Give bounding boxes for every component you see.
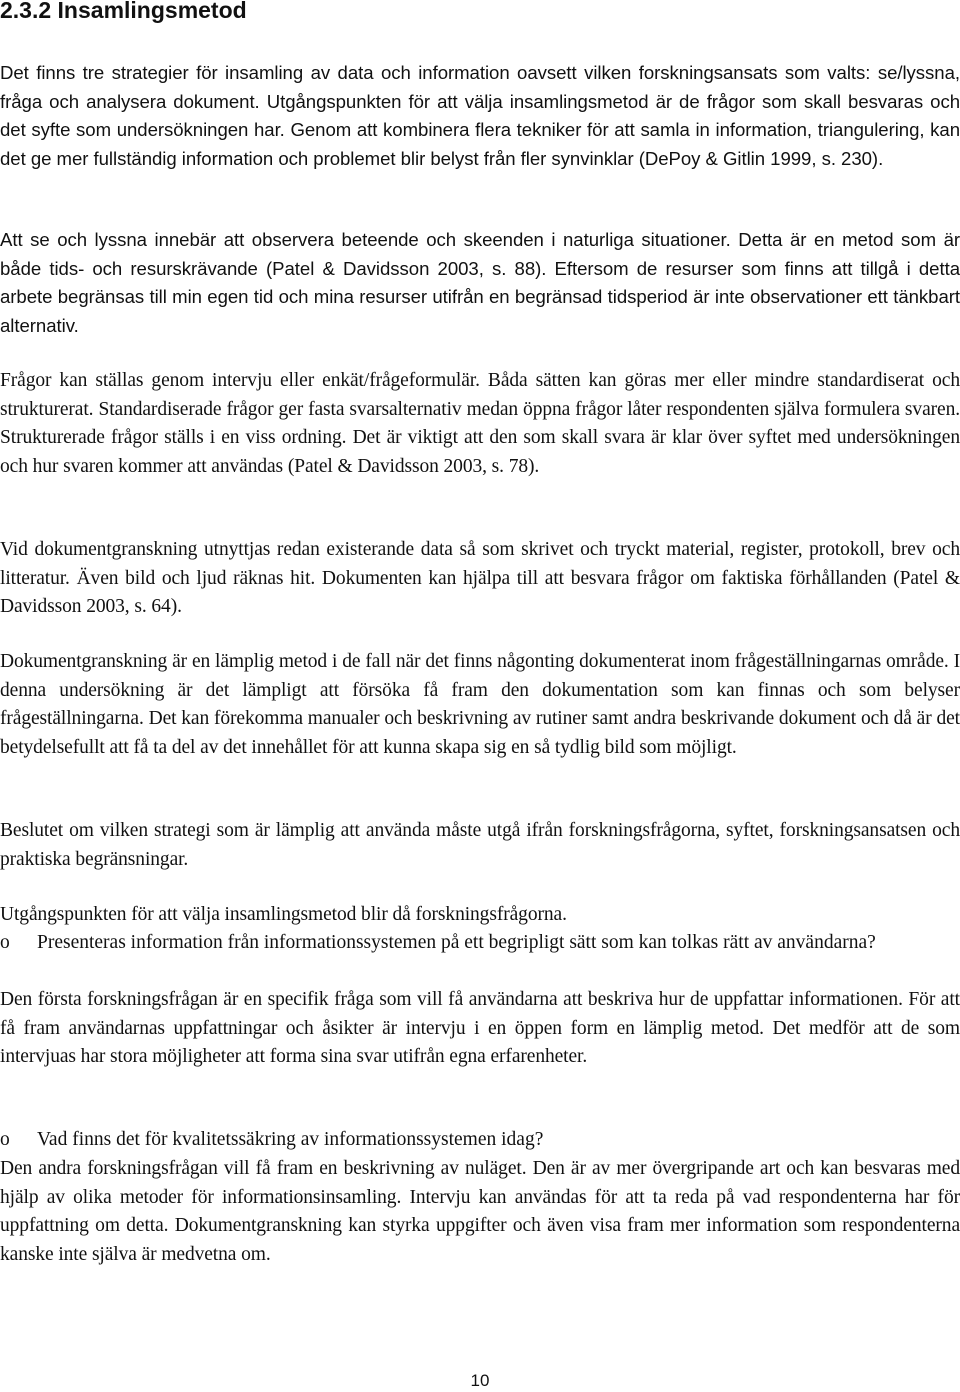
paragraph-document-suitability: Dokumentgranskning är en lämplig metod i de fall när det finns någonting dokumenterat inom frågeställningarnas område. I denna undersökning är det lämpligt att försöka få fram den dokumentation som kan finnas och som belyser frågeställningarna. Det kan förekomma manualer och beskrivning av rutiner samt andra beskrivande dokument och då är det betydelsefullt att få ta del av det innehållet för att kunna skapa sig en så tydlig bild som möjligt.	[0, 651, 960, 758]
paragraph-observation: Att se och lyssna innebär att observera beteende och skeenden i naturliga situationer. Detta är en metod som är både tids- och resurskrävande (Patel & Davidsson 2003, s. 88). Eftersom de resurser som finns att tillgå i detta arbete begränsas till min egen tid och mina resurser utifrån en begränsad tidsperiod är inte observationer ett tänkbart alternativ.	[0, 229, 960, 336]
paragraph-document-review: Vid dokumentgranskning utnyttjas redan existerande data så som skrivet och tryckt material, register, protokoll, brev och litteratur. Även bild och ljud räknas hit. Dokumenten kan hjälpa till att besvara frågor om faktiska förhållanden (Patel & Davidsson 2003, s. 64).	[0, 539, 960, 618]
bullet-marker: o	[0, 1129, 10, 1150]
paragraph-first-research-question: Den första forskningsfrågan är en specifik fråga som vill få användarna att beskriva hur de uppfattar informationen. För att få fram användarnas uppfattningar och åsikter är intervju i en öppen form en lämplig metod. Det medför att de som intervjuas har stora möjligheter att forma sina svar utifrån egna erfarenheter.	[0, 989, 960, 1068]
paragraph-strategy-decision: Beslutet om vilken strategi som är lämplig att använda måste utgå ifrån forskningsfrågorna, syftet, forskningsansatsen och praktiska begränsningar.	[0, 820, 960, 870]
bullet-question-two	[0, 1126, 960, 1155]
paragraph-starting-point: Utgångspunkten för att välja insamlingsmetod blir då forskningsfrågorna.	[0, 904, 567, 925]
bullet-text: Presenteras information från informationssystemen på ett begripligt sätt som kan tolkas rätt av användarna?	[37, 932, 876, 953]
paragraph-second-research-question: Den andra forskningsfrågan vill få fram en beskrivning av nuläget. Den är av mer övergripande art och kan besvaras med hjälp av olika metoder för informationsinsamling. Intervju kan användas för att ta reda på vad respondenterna har för uppfattning om detta. Dokumentgranskning kan styrka uppgifter och även visa fram mer information som respondenterna kanske inte själva är medvetna om.	[0, 1158, 960, 1265]
paragraph-questions: Frågor kan ställas genom intervju eller enkät/frågeformulär. Båda sätten kan göras mer eller mindre standardiserat och strukturerat. Standardiserade frågor ger fasta svarsalternativ medan öppna frågor låter respondenten själva formulera svaren. Strukturerade frågor ställs i en viss ordning. Det är viktigt att den som skall svara är klar över syftet med undersökningen och hur svaren kommer att användas (Patel & Davidsson 2003, s. 78).	[0, 370, 960, 477]
section-heading: 2.3.2 Insamlingsmetod	[0, 0, 247, 23]
page-number: 10	[470, 1371, 490, 1390]
paragraph-strategies: Det finns tre strategier för insamling av data och information oavsett vilken forskningsansats som valts: se/lyssna, fråga och analysera dokument. Utgångspunkten för att välja insamlingsmetod är de frågor som skall besvaras och det syfte som undersökningen har. Genom att kombinera flera tekniker för att samla in information, triangulering, kan det ge mer fullständig information och problemet blir belyst från fler synvinklar (DePoy & Gitlin 1999, s. 230).	[0, 62, 960, 169]
bullet-marker: o	[0, 932, 10, 953]
bullet-text: Vad finns det för kvalitetssäkring av informationssystemen idag?	[37, 1129, 544, 1150]
bullet-question-one	[0, 929, 960, 958]
